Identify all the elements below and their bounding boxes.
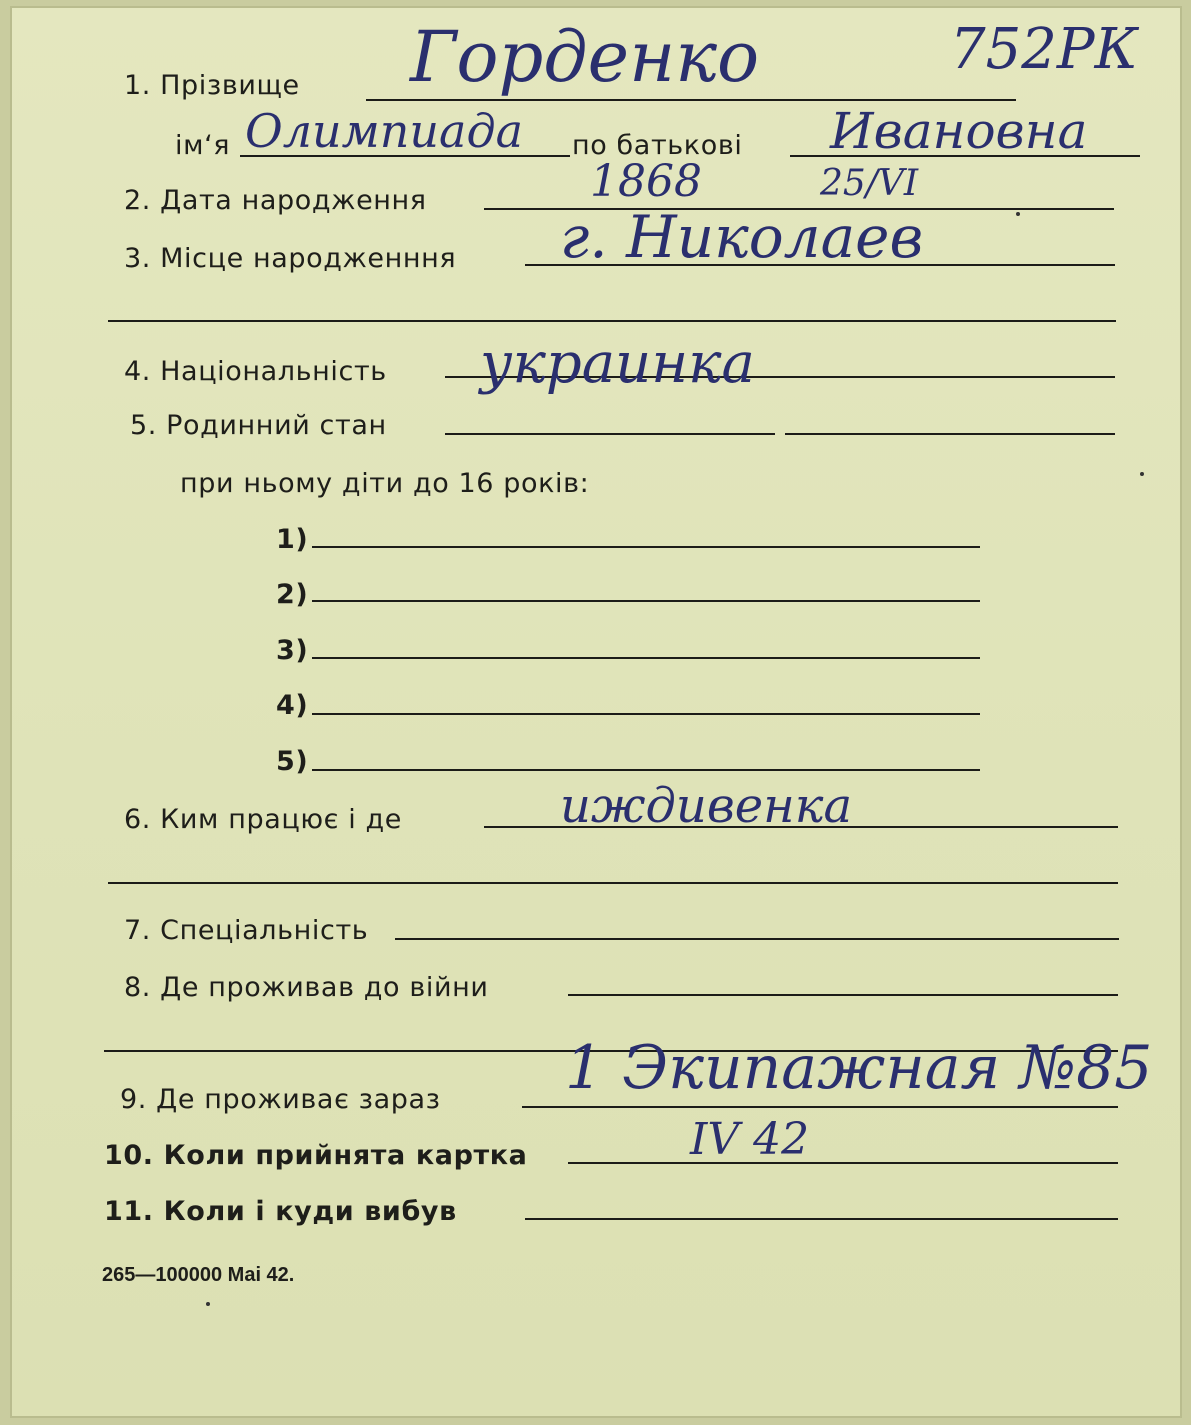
label-card-accepted: 10. Коли прийнята картка bbox=[104, 1140, 528, 1171]
line-child-2 bbox=[312, 600, 980, 602]
hw-current-residence: 1 Экипажная №85 bbox=[565, 1033, 1153, 1103]
label-child-4: 4) bbox=[276, 690, 309, 721]
label-birthplace: 3. Місце народженння bbox=[124, 243, 457, 274]
hw-card-number: 752РК bbox=[950, 17, 1138, 82]
speck-1 bbox=[1140, 472, 1144, 476]
line-departure bbox=[525, 1218, 1118, 1220]
line-birthplace-extra bbox=[108, 320, 1116, 322]
line-prewar-residence bbox=[568, 994, 1118, 996]
label-surname: 1. Прізвище bbox=[124, 70, 300, 101]
label-occupation: 6. Ким працює і де bbox=[124, 804, 403, 835]
line-child-3 bbox=[312, 657, 980, 659]
line-card-accepted bbox=[568, 1162, 1118, 1164]
line-occupation-extra bbox=[108, 882, 1118, 884]
label-patronymic: по батькові bbox=[572, 130, 743, 161]
line-family-status-b bbox=[785, 433, 1115, 435]
label-child-2: 2) bbox=[276, 579, 309, 610]
line-surname bbox=[366, 99, 1016, 101]
hw-nationality: украинка bbox=[480, 331, 755, 396]
label-family-status: 5. Родинний стан bbox=[130, 410, 387, 441]
speck-2 bbox=[206, 1302, 210, 1306]
label-nationality: 4. Національність bbox=[124, 356, 387, 387]
line-current-residence bbox=[522, 1106, 1118, 1108]
hw-occupation: иждивенка bbox=[560, 778, 853, 834]
label-birth-date: 2. Дата народження bbox=[124, 185, 427, 216]
hw-birth-year: 1868 bbox=[590, 156, 702, 207]
label-current-residence: 9. Де проживає зараз bbox=[120, 1084, 441, 1115]
label-child-5: 5) bbox=[276, 746, 309, 777]
hw-first-name: Олимпиада bbox=[245, 104, 524, 158]
line-child-5 bbox=[312, 769, 980, 771]
hw-surname: Горденко bbox=[410, 16, 760, 98]
hw-birth-day: 25/VI bbox=[820, 163, 919, 204]
line-child-4 bbox=[312, 713, 980, 715]
line-specialty bbox=[395, 938, 1119, 940]
hw-patronymic: Ивановна bbox=[830, 102, 1088, 160]
label-specialty: 7. Спеціальність bbox=[124, 915, 369, 946]
label-first-name: ім‘я bbox=[175, 130, 231, 161]
label-child-3: 3) bbox=[276, 635, 309, 666]
hw-birthplace: г. Николаев bbox=[560, 203, 924, 271]
label-child-1: 1) bbox=[276, 524, 309, 555]
label-children-intro: при ньому діти до 16 років: bbox=[180, 468, 590, 499]
speck-3 bbox=[1016, 212, 1020, 216]
label-prewar-residence: 8. Де проживав до війни bbox=[124, 972, 489, 1003]
line-family-status-a bbox=[445, 433, 775, 435]
label-departure: 11. Коли і куди вибув bbox=[104, 1196, 457, 1227]
line-child-1 bbox=[312, 546, 980, 548]
print-code: 265—100000 Mai 42. bbox=[102, 1264, 295, 1286]
hw-card-date: IV 42 bbox=[690, 1114, 810, 1165]
